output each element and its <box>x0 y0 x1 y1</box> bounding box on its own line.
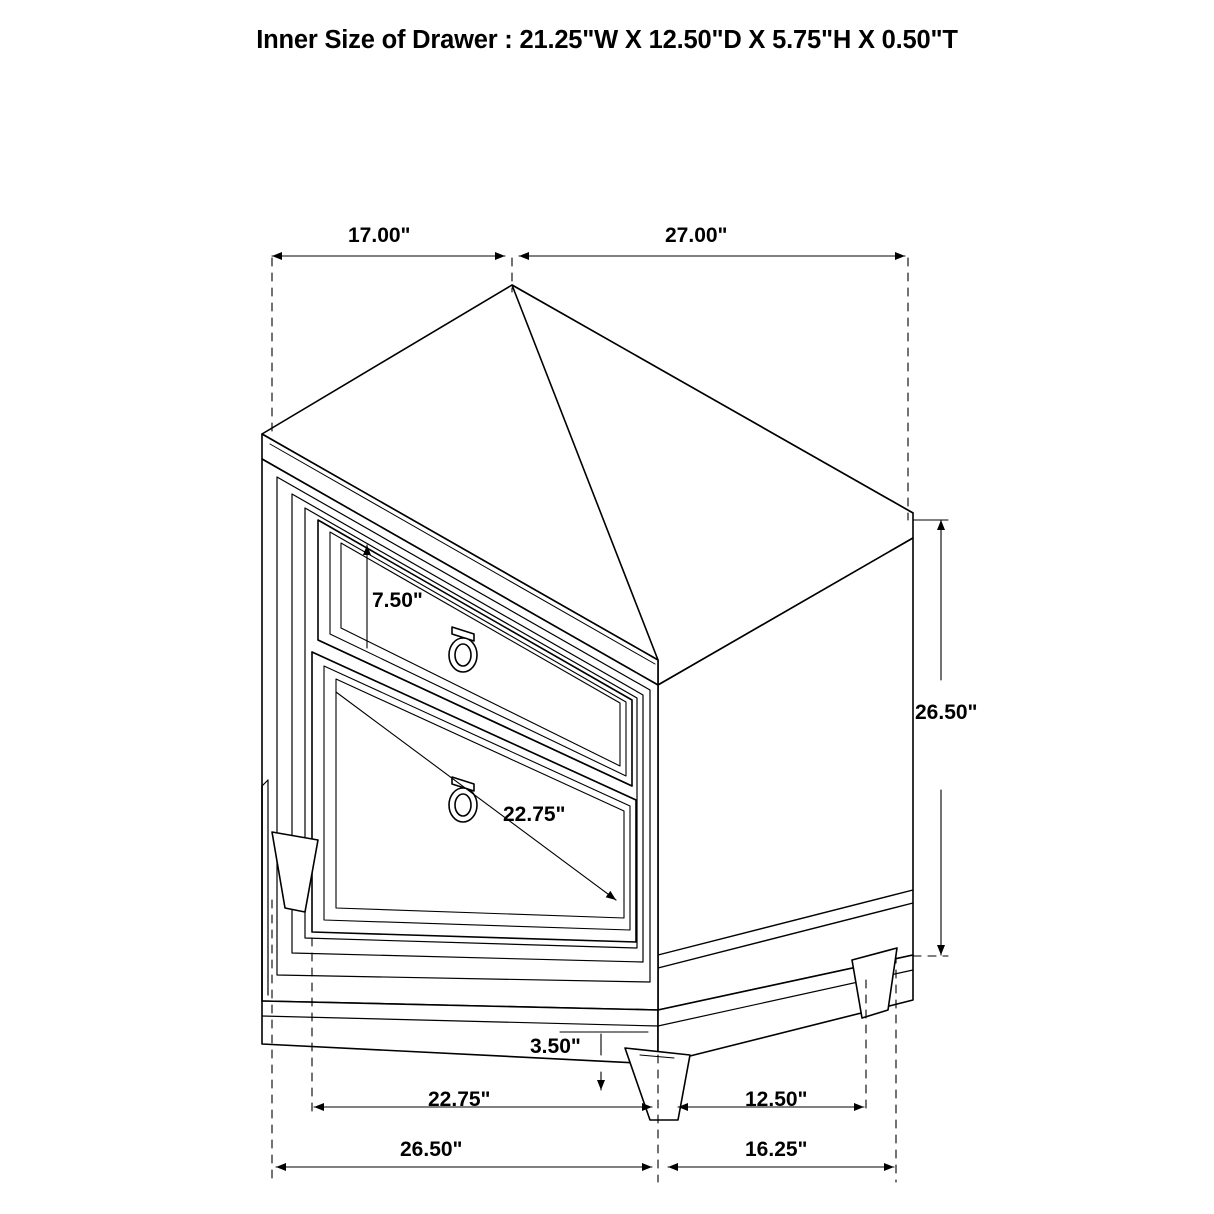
dim-label-overall-height: 26.50" <box>915 701 978 724</box>
dim-label-leg-height: 3.50" <box>530 1035 581 1058</box>
dim-label-top-left-width: 17.00" <box>348 224 411 247</box>
dim-label-side-depth-outer: 16.25" <box>745 1138 808 1161</box>
page-title: Inner Size of Drawer : 21.25"W X 12.50"D X 5.75"H X 0.50"T <box>256 26 958 54</box>
drawer-pull-lower <box>449 777 477 822</box>
dim-label-front-width-outer: 26.50" <box>400 1138 463 1161</box>
dim-label-top-right-width: 27.00" <box>665 224 728 247</box>
drawer-pull-upper <box>449 627 477 672</box>
dim-label-upper-drawer-height: 7.50" <box>372 589 423 612</box>
dim-label-front-width-inner: 22.75" <box>428 1088 491 1111</box>
dim-label-side-depth-inner: 12.50" <box>745 1088 808 1111</box>
dim-label-drawer-front-width: 22.75" <box>503 803 566 826</box>
